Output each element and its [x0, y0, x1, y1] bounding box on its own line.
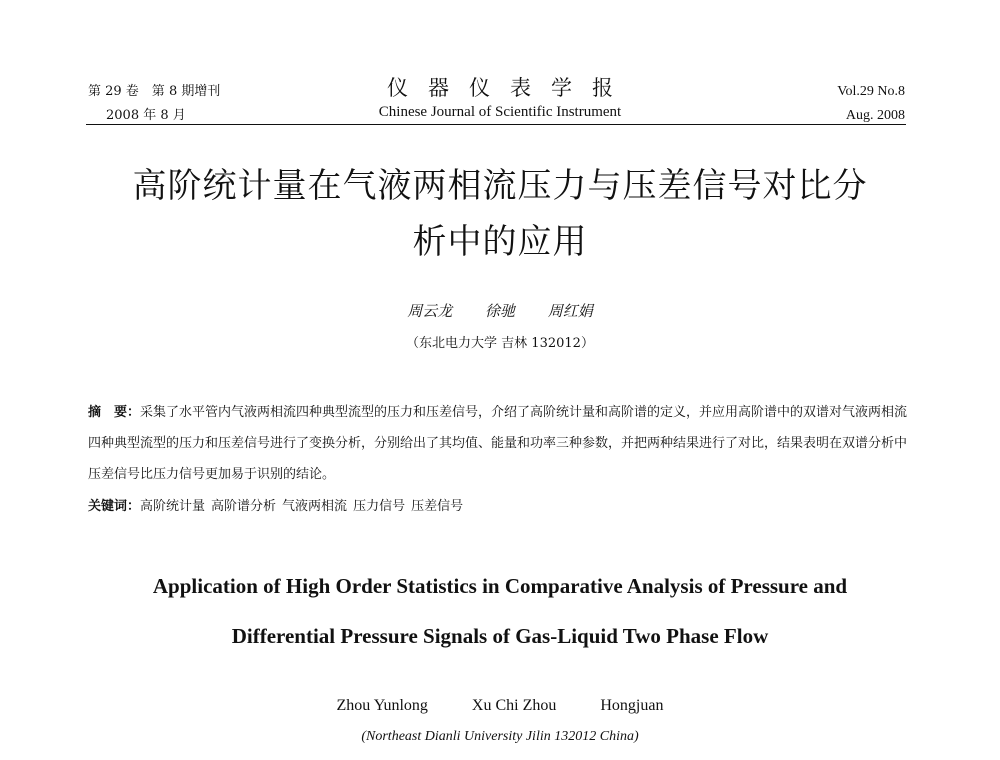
keywords-label: 关键词： — [88, 499, 141, 514]
authors-en — [0, 697, 1000, 715]
keywords — [88, 495, 914, 514]
volume-issue-cn: 第 29 卷 第 8 期增刊 — [88, 84, 221, 99]
author-cn: 徐驰 — [484, 302, 515, 320]
abstract-label: 摘 要： — [88, 405, 141, 420]
author-cn: 周云龙 — [407, 302, 453, 320]
journal-name — [300, 74, 700, 122]
title-cn-line1: 高阶统计量在气液两相流压力与压差信号对比分 — [132, 166, 868, 206]
authors-cn — [0, 300, 1000, 321]
paper-title-en — [60, 561, 940, 661]
author-cn: 周红娟 — [547, 302, 593, 320]
title-cn-line2: 析中的应用 — [412, 222, 588, 262]
journal-name-en: Chinese Journal of Scientific Instrument — [378, 104, 622, 120]
title-en-line2: Differential Pressure Signals of Gas-Liquid Two Phase Flow — [231, 624, 769, 648]
page-header — [0, 0, 1000, 125]
keyword: 压差信号 — [411, 499, 464, 514]
header-rule — [86, 124, 906, 125]
abstract-text: 采集了水平管内气液两相流四种典型流型的压力和压差信号，介绍了高阶统计量和高阶谱的定义，并应用高阶谱中的双谱对气液两相流四种典型流型的压力和压差信号进行了变换分析，分别给出了其均值、能量和功率三种参数，并把两种结果进行了对比，结果表明在双谱分析中压差信号比压力信号更加易于识别的结论。 — [88, 405, 908, 482]
abstract — [88, 397, 914, 490]
keyword: 高阶统计量 — [140, 499, 206, 514]
keyword: 高阶谱分析 — [211, 499, 277, 514]
title-en-line1: Application of High Order Statistics in Comparative Analysis of Pressure and — [152, 574, 848, 598]
keyword: 压力信号 — [353, 499, 406, 514]
author-en: Zhou Yunlong — [336, 697, 428, 714]
paper-title-cn — [60, 158, 940, 270]
affiliation-cn: （东北电力大学 吉林 132012） — [406, 336, 594, 351]
author-en: Hongjuan — [600, 697, 664, 714]
header-left — [88, 80, 220, 128]
journal-name-cn: 仪器仪表学报 — [387, 76, 633, 100]
volume-issue-en: Vol.29 No.8 — [837, 84, 905, 99]
affiliation-en: (Northeast Dianli University Jilin 132012 China) — [361, 729, 639, 744]
header-right — [837, 80, 905, 128]
author-en: Xu Chi Zhou — [471, 697, 557, 714]
keyword: 气液两相流 — [282, 499, 348, 514]
date-cn: 2008 年 8 月 — [106, 108, 186, 123]
date-en: Aug. 2008 — [845, 108, 905, 123]
